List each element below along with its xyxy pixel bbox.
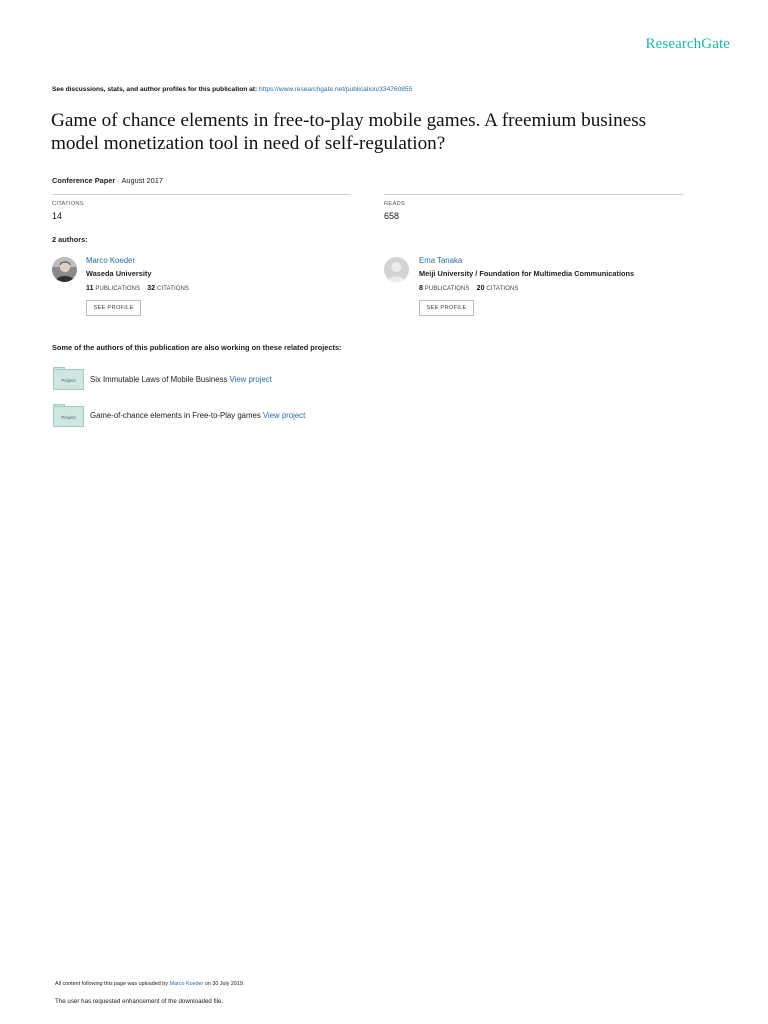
citations-label: CITATIONS xyxy=(52,201,84,207)
meta-separator: · xyxy=(117,176,120,185)
upload-suffix: on 30 July 2019. xyxy=(204,981,245,987)
author-name-link[interactable]: Marco Koeder xyxy=(86,256,135,265)
author-stats xyxy=(86,285,189,292)
related-projects-heading: Some of the authors of this publication are also working on these related projects: xyxy=(52,343,342,352)
citations-value: 14 xyxy=(52,211,63,221)
see-profile-button[interactable]: SEE PROFILE xyxy=(86,300,141,316)
discussion-note-text: See discussions, stats, and author profiles for this publication at: xyxy=(52,86,258,93)
citations-divider xyxy=(52,194,351,195)
project-item xyxy=(90,375,272,384)
reads-divider xyxy=(384,194,683,195)
author-avatar-placeholder[interactable] xyxy=(384,257,409,282)
see-profile-button[interactable]: SEE PROFILE xyxy=(419,300,474,316)
author-stats xyxy=(419,285,518,292)
author-citations-label: CITATIONS xyxy=(157,286,190,292)
project-folder-icon xyxy=(53,369,84,390)
author-publications-label: PUBLICATIONS xyxy=(424,286,470,292)
author-publications-count: 11 xyxy=(86,285,94,292)
author-avatar-photo[interactable] xyxy=(52,257,77,282)
author-name-link[interactable]: Ema Tanaka xyxy=(419,256,463,265)
reads-value: 658 xyxy=(384,211,400,221)
enhancement-note: The user has requested enhancement of the downloaded file. xyxy=(55,998,224,1005)
researchgate-logo[interactable]: ResearchGate xyxy=(645,36,730,52)
paper-title-line2: model monetization tool in need of self-regulation? xyxy=(51,133,446,154)
person-photo-icon xyxy=(52,257,77,282)
reads-label: READS xyxy=(384,201,405,207)
project-icon-label: Project xyxy=(61,415,76,420)
author-citations-count: 20 xyxy=(476,285,485,292)
author-citations-count: 32 xyxy=(147,285,156,292)
author-institution: Waseda University xyxy=(86,269,152,278)
authors-heading: 2 authors: xyxy=(52,235,88,244)
author-institution: Meiji University / Foundation for Multimedia Communications xyxy=(419,269,635,278)
project-title: Game-of-chance elements in Free-to-Play games xyxy=(90,411,261,420)
author-publications-count: 8 xyxy=(419,285,423,292)
uploader-link[interactable]: Marco Koeder xyxy=(169,981,204,987)
discussion-note xyxy=(52,86,412,93)
upload-prefix: All content following this page was uploaded by xyxy=(55,981,168,987)
project-title: Six Immutable Laws of Mobile Business xyxy=(90,375,228,384)
paper-date: August 2017 xyxy=(121,176,163,185)
publication-url-link[interactable]: https://www.researchgate.net/publication/334760855 xyxy=(259,86,413,93)
project-icon-label: Project xyxy=(61,378,76,383)
upload-note xyxy=(55,981,244,987)
user-placeholder-icon xyxy=(384,257,409,282)
project-folder-icon xyxy=(53,406,84,427)
author-publications-label: PUBLICATIONS xyxy=(95,286,141,292)
view-project-link[interactable]: View project xyxy=(229,375,272,384)
paper-title-line1: Game of chance elements in free-to-play mobile games. A freemium business xyxy=(51,110,647,131)
paper-type: Conference Paper xyxy=(52,176,116,185)
paper-meta xyxy=(52,176,163,185)
paper-title xyxy=(51,109,751,155)
author-citations-label: CITATIONS xyxy=(486,286,519,292)
project-item xyxy=(90,411,305,420)
view-project-link[interactable]: View project xyxy=(262,411,306,420)
